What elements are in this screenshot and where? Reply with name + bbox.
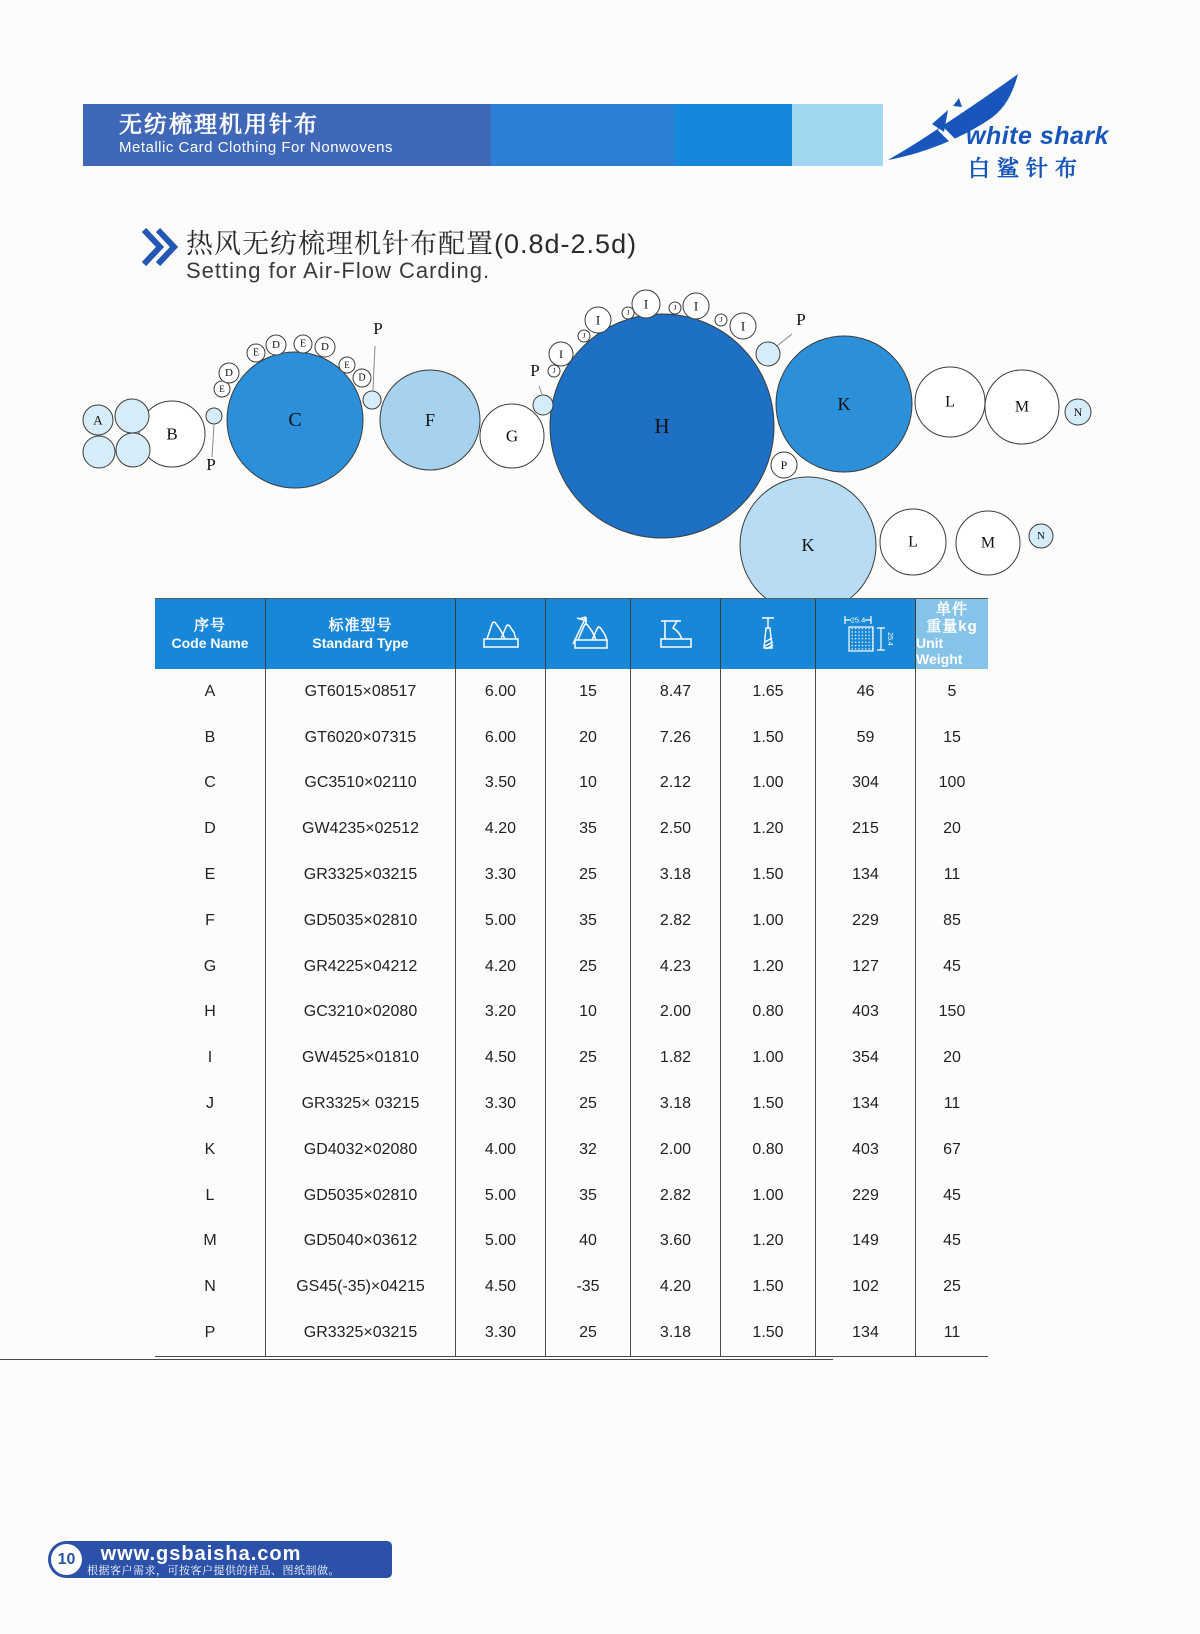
table-cell-standard_type: GW4235×02512: [265, 806, 455, 852]
marker-label: P: [206, 455, 216, 474]
table-cell-tooth_depth: 4.23: [630, 944, 720, 990]
table-cell-code: E: [204, 866, 216, 884]
table-row: [155, 1081, 988, 1127]
tooth-angle-icon: [565, 614, 611, 654]
table-cell-rib_thickness: 1.00: [720, 898, 815, 944]
roller-label: N: [1037, 530, 1045, 542]
table-cell-working_angle: -35: [545, 1264, 630, 1310]
table-cell-total_height: 3.30: [455, 852, 545, 898]
table-row: [155, 1127, 988, 1173]
roller-label: I: [643, 296, 649, 312]
table-cell-rib_thickness: 1.20: [720, 1219, 815, 1265]
table-cell-unit_weight: 25: [915, 1264, 988, 1310]
table-cell-rib_thickness: 1.00: [720, 1173, 815, 1219]
table-cell-total_height: 5.00: [455, 1173, 545, 1219]
section-title-zh: 热风无纺梳理机针布配置(0.8d-2.5d): [186, 229, 638, 259]
table-row: [155, 944, 988, 990]
table-cell-standard_type: GR3325× 03215: [265, 1081, 455, 1127]
table-cell-tooth_density: 134: [815, 1081, 915, 1127]
banner-title-zh: 无纺梳理机用针布: [119, 111, 319, 137]
roller-label: E: [299, 338, 307, 350]
table-cell-rib_thickness: 0.80: [720, 990, 815, 1036]
table-cell-total_height: 3.30: [455, 1310, 545, 1356]
roller-circle: [206, 408, 222, 424]
logo-name-zh: 白鲨针布: [968, 156, 1085, 181]
section-title-en: Setting for Air-Flow Carding.: [186, 258, 491, 283]
table-cell-working_angle: 10: [545, 990, 630, 1036]
table-cell-code: G: [203, 957, 217, 975]
page-number-badge: 10: [51, 1544, 82, 1575]
marker-line: [212, 425, 214, 457]
table-cell-total_height: 3.30: [455, 1081, 545, 1127]
table-cell-tooth_density: 59: [815, 715, 915, 761]
table-cell-total_height: 6.00: [455, 669, 545, 715]
table-cell-tooth_depth: 2.50: [630, 806, 720, 852]
table-cell-tooth_density: 149: [815, 1219, 915, 1265]
column-header-rib_thickness: [720, 599, 815, 669]
marker-label: P: [796, 310, 806, 329]
column-header-total_height: [455, 599, 545, 669]
roller-label: P: [780, 458, 788, 472]
table-cell-total_height: 6.00: [455, 715, 545, 761]
table-cell-standard_type: GD5035×02810: [265, 1173, 455, 1219]
column-header-text: 单件: [935, 600, 968, 618]
table-row: [155, 761, 988, 807]
table-cell-standard_type: GD5035×02810: [265, 898, 455, 944]
table-cell-standard_type: GT6020×07315: [265, 715, 455, 761]
roller-label: D: [272, 339, 280, 351]
table-bottom-rule: [0, 1359, 833, 1360]
table-cell-unit_weight: 67: [915, 1127, 988, 1173]
roller-label: K: [801, 535, 815, 555]
logo-name: white shark: [966, 122, 1110, 150]
table-row: [155, 1219, 988, 1265]
table-cell-code: A: [204, 682, 216, 700]
table-cell-tooth_depth: 4.20: [630, 1264, 720, 1310]
table-row: [155, 1310, 988, 1356]
roller-circle: [756, 342, 780, 366]
table-cell-code: F: [205, 911, 215, 929]
table-cell-total_height: 3.20: [455, 990, 545, 1036]
table-cell-code: J: [206, 1095, 214, 1113]
table-cell-unit_weight: 150: [915, 990, 988, 1036]
table-cell-rib_thickness: 1.65: [720, 669, 815, 715]
roller-label: N: [1073, 405, 1083, 419]
table-cell-tooth_density: 102: [815, 1264, 915, 1310]
table-cell-standard_type: GR3325×03215: [265, 1310, 455, 1356]
table-cell-code: L: [205, 1186, 215, 1204]
table-cell-rib_thickness: 1.50: [720, 1081, 815, 1127]
roller-label: L: [908, 533, 918, 551]
table-cell-tooth_density: 403: [815, 990, 915, 1036]
table-cell-unit_weight: 85: [915, 898, 988, 944]
table-cell-unit_weight: 11: [915, 1310, 988, 1356]
table-cell-standard_type: GR3325×03215: [265, 852, 455, 898]
table-cell-standard_type: GC3510×02110: [265, 761, 455, 807]
table-cell-working_angle: 35: [545, 1173, 630, 1219]
table-cell-rib_thickness: 1.50: [720, 852, 815, 898]
column-header-text: 重量kg: [926, 617, 978, 635]
table-cell-tooth_depth: 2.12: [630, 761, 720, 807]
table-cell-code: C: [204, 774, 216, 792]
table-cell-standard_type: GS45(-35)×04215: [265, 1264, 455, 1310]
table-cell-standard_type: GC3210×02080: [265, 990, 455, 1036]
table-cell-unit_weight: 45: [915, 944, 988, 990]
column-header-text: Unit Weight: [916, 635, 963, 668]
roller-label: E: [252, 347, 260, 359]
marker-label: P: [373, 319, 383, 338]
table-cell-tooth_depth: 7.26: [630, 715, 720, 761]
table-cell-tooth_depth: 8.47: [630, 669, 720, 715]
table-cell-tooth_density: 46: [815, 669, 915, 715]
spec-table-body: [155, 669, 988, 1357]
table-cell-unit_weight: 45: [915, 1219, 988, 1265]
table-cell-code: K: [204, 1140, 216, 1158]
table-cell-rib_thickness: 1.00: [720, 761, 815, 807]
density-icon: [837, 610, 895, 658]
table-cell-tooth_depth: 2.82: [630, 1173, 720, 1219]
roller-label: D: [225, 367, 233, 379]
roller-label: I: [595, 312, 601, 328]
table-cell-tooth_density: 229: [815, 898, 915, 944]
tooth-height-icon: [478, 615, 524, 653]
table-cell-tooth_density: 215: [815, 806, 915, 852]
table-cell-tooth_depth: 2.82: [630, 898, 720, 944]
table-cell-rib_thickness: 1.00: [720, 1035, 815, 1081]
roller-label: J: [673, 304, 677, 312]
table-cell-tooth_density: 229: [815, 1173, 915, 1219]
roller-circle: [115, 399, 149, 433]
column-header-standard_type: [265, 599, 455, 669]
table-cell-rib_thickness: 1.50: [720, 715, 815, 761]
roller-circle: [116, 433, 150, 467]
roller-label: G: [505, 426, 519, 446]
column-header-tooth_density: [815, 599, 915, 669]
table-cell-unit_weight: 45: [915, 1173, 988, 1219]
column-header-text: Standard Type: [312, 634, 409, 651]
table-cell-code: D: [204, 820, 216, 838]
table-cell-standard_type: GT6015×08517: [265, 669, 455, 715]
table-row: [155, 852, 988, 898]
table-cell-standard_type: GW4525×01810: [265, 1035, 455, 1081]
table-row: [155, 715, 988, 761]
table-cell-standard_type: GR4225×04212: [265, 944, 455, 990]
table-row: [155, 1264, 988, 1310]
table-cell-total_height: 4.20: [455, 944, 545, 990]
roller-circle: [83, 436, 115, 468]
table-cell-tooth_depth: 2.00: [630, 1127, 720, 1173]
column-header-text: 标准型号: [328, 617, 393, 635]
roller-label: J: [719, 316, 723, 324]
roller-label: J: [552, 367, 556, 375]
table-cell-rib_thickness: 1.20: [720, 944, 815, 990]
table-cell-code: P: [204, 1324, 216, 1342]
table-cell-tooth_depth: 1.82: [630, 1035, 720, 1081]
roller-label: K: [837, 394, 851, 414]
table-cell-unit_weight: 100: [915, 761, 988, 807]
svg-text:25.4: 25.4: [885, 632, 893, 646]
table-cell-code: N: [204, 1278, 216, 1296]
column-header-working_angle: [545, 599, 630, 669]
table-cell-rib_thickness: 1.20: [720, 806, 815, 852]
spec-table-header: [155, 599, 988, 669]
table-row: [155, 806, 988, 852]
table-cell-rib_thickness: 1.50: [720, 1264, 815, 1310]
rib-icon: [748, 614, 788, 654]
roller-circle: [363, 391, 381, 409]
roller-label: C: [288, 409, 302, 431]
table-row: [155, 990, 988, 1036]
roller-label: I: [559, 347, 563, 361]
roller-label: I: [693, 298, 699, 314]
column-header-code: [155, 599, 265, 669]
table-cell-total_height: 4.00: [455, 1127, 545, 1173]
carding-machine-diagram: [0, 0, 1200, 634]
table-row: [155, 669, 988, 715]
table-cell-unit_weight: 11: [915, 1081, 988, 1127]
footer-note: 根据客户需求，可按客户提供的样品、图纸制做。: [87, 1565, 340, 1577]
tooth-depth-icon: [653, 615, 699, 653]
roller-label: A: [93, 412, 103, 428]
table-cell-total_height: 3.50: [455, 761, 545, 807]
table-cell-tooth_density: 127: [815, 944, 915, 990]
roller-circle: [533, 395, 553, 415]
svg-text:25.4: 25.4: [850, 615, 865, 625]
table-row: [155, 1035, 988, 1081]
website-link[interactable]: www.gsbaisha.com: [100, 1543, 302, 1565]
roller-label: E: [344, 360, 350, 370]
table-cell-tooth_density: 354: [815, 1035, 915, 1081]
table-cell-working_angle: 25: [545, 1310, 630, 1356]
table-cell-total_height: 4.50: [455, 1264, 545, 1310]
column-header-text: Code Name: [171, 634, 249, 651]
roller-label: F: [424, 410, 436, 430]
marker-line: [777, 334, 792, 346]
table-cell-total_height: 4.50: [455, 1035, 545, 1081]
table-cell-code: B: [204, 728, 216, 746]
roller-label: M: [980, 534, 996, 552]
table-cell-code: H: [204, 1003, 216, 1021]
table-cell-rib_thickness: 1.50: [720, 1310, 815, 1356]
table-cell-unit_weight: 5: [915, 669, 988, 715]
table-cell-working_angle: 25: [545, 1081, 630, 1127]
table-cell-working_angle: 32: [545, 1127, 630, 1173]
table-cell-tooth_density: 134: [815, 1310, 915, 1356]
roller-label: D: [321, 341, 329, 353]
table-cell-working_angle: 25: [545, 1035, 630, 1081]
table-cell-working_angle: 25: [545, 944, 630, 990]
table-cell-standard_type: GD4032×02080: [265, 1127, 455, 1173]
spec-table: [155, 598, 988, 1357]
table-row: [155, 898, 988, 944]
table-cell-tooth_density: 403: [815, 1127, 915, 1173]
roller-label: B: [166, 424, 178, 444]
column-header-unit_weight: [915, 599, 988, 669]
marker-line: [539, 386, 542, 394]
table-cell-working_angle: 35: [545, 806, 630, 852]
roller-label: I: [740, 318, 746, 334]
table-cell-tooth_depth: 3.18: [630, 852, 720, 898]
table-cell-tooth_depth: 3.18: [630, 1081, 720, 1127]
table-cell-working_angle: 10: [545, 761, 630, 807]
roller-label: J: [582, 332, 586, 340]
banner-title-en: Metallic Card Clothing For Nonwovens: [119, 138, 393, 156]
table-cell-working_angle: 35: [545, 898, 630, 944]
table-cell-working_angle: 25: [545, 852, 630, 898]
marker-label: P: [530, 361, 540, 380]
table-cell-unit_weight: 11: [915, 852, 988, 898]
table-cell-working_angle: 40: [545, 1219, 630, 1265]
table-cell-tooth_density: 134: [815, 852, 915, 898]
table-cell-tooth_depth: 3.18: [630, 1310, 720, 1356]
table-cell-tooth_depth: 3.60: [630, 1219, 720, 1265]
roller-label: J: [626, 309, 630, 317]
column-header-tooth_depth: [630, 599, 720, 669]
table-cell-unit_weight: 20: [915, 806, 988, 852]
table-cell-working_angle: 15: [545, 669, 630, 715]
roller-label: L: [945, 393, 955, 411]
roller-label: M: [1014, 398, 1030, 416]
table-cell-unit_weight: 15: [915, 715, 988, 761]
table-cell-standard_type: GD5040×03612: [265, 1219, 455, 1265]
roller-label: D: [358, 372, 366, 384]
roller-label: E: [219, 384, 225, 394]
table-cell-unit_weight: 20: [915, 1035, 988, 1081]
table-cell-total_height: 5.00: [455, 898, 545, 944]
table-cell-code: I: [207, 1049, 213, 1067]
table-cell-tooth_depth: 2.00: [630, 990, 720, 1036]
table-cell-total_height: 5.00: [455, 1219, 545, 1265]
table-cell-working_angle: 20: [545, 715, 630, 761]
table-cell-rib_thickness: 0.80: [720, 1127, 815, 1173]
table-row: [155, 1173, 988, 1219]
table-cell-tooth_density: 304: [815, 761, 915, 807]
table-cell-total_height: 4.20: [455, 806, 545, 852]
column-header-text: 序号: [193, 617, 226, 635]
table-cell-code: M: [203, 1232, 217, 1250]
marker-line: [373, 346, 375, 390]
roller-label: H: [654, 414, 670, 438]
